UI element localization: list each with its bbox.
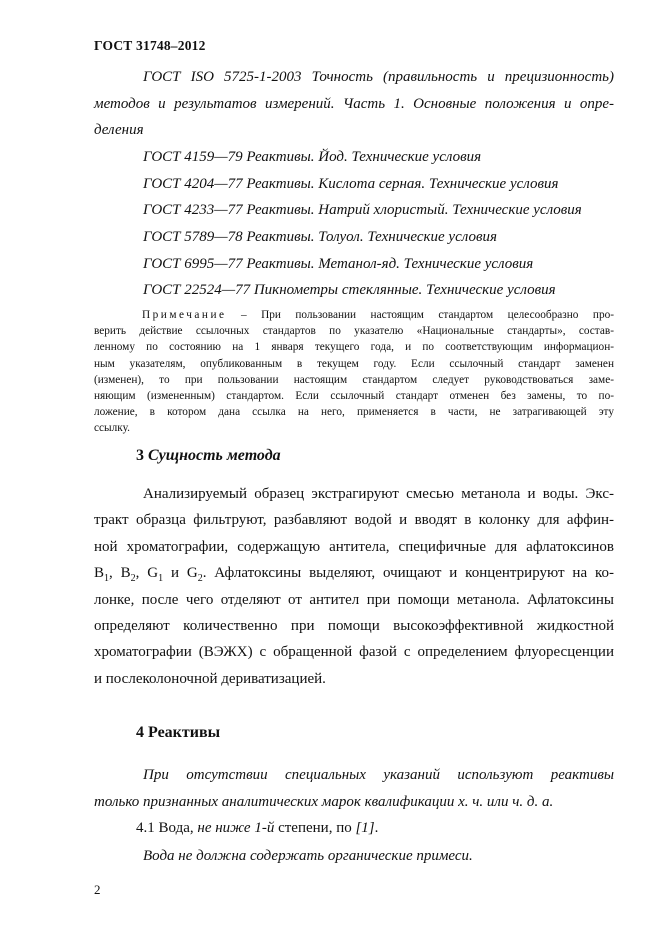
reference-item: ГОСТ 6995—77 Реактивы. Метанол-яд. Технические условия (143, 256, 534, 272)
water-note: Вода не должна содержать органические примеси. (143, 848, 473, 864)
reference-item: ГОСТ 4233—77 Реактивы. Натрий хлористый. Технические условия (143, 202, 582, 218)
reference-item: ГОСТ 4159—79 Реактивы. Йод. Технические условия (143, 149, 482, 165)
section-4-intro-line-1: При отсутствии специальных указаний используют реактивы (143, 767, 614, 783)
note-line: ленному по состоянию на 1 января текущего года, и по соответствующим информацион- (94, 341, 614, 354)
note-block (94, 307, 614, 437)
document-header: ГОСТ 31748–2012 (94, 38, 206, 53)
note-label: Примечание (142, 309, 227, 321)
note-first-line-text: – При пользовании настоящим стандартом целесообразно про- (226, 309, 614, 321)
note-line: ным указателям, опубликованным в текущем году. Если ссылочный стандарт заменен (94, 357, 614, 370)
section-4-number: 4 (136, 724, 144, 741)
section-3-number: 3 (136, 447, 144, 464)
page-number: 2 (94, 882, 101, 897)
section-3-line: Анализируемый образец экстрагируют смесью метанола и воды. Экс- (143, 486, 614, 502)
iso-reference-line-2: методов и результатов измерений. Часть 1. Основные положения и опре- (94, 96, 614, 112)
section-3-line: тракт образца фильтруют, разбавляют водой и вводят в колонку для аффин- (94, 512, 614, 528)
note-line: няющим (измененным) стандартом. Если ссылочный стандарт отменен без замены, то по- (94, 390, 614, 403)
section-3-line-aflatoxins: $B_1$, $B_2$, $G_1$ и $G_2$. Афлатоксины выделяют, очищают и концентрируют на ко- (94, 565, 614, 584)
note-line: верить действие ссылочных стандартов по указателю «Национальные стандарты», состав- (94, 325, 614, 338)
reference-item: ГОСТ 4204—77 Реактивы. Кислота серная. Технические условия (143, 176, 559, 192)
note-line: (изменен), то при пользовании настоящим стандартом следует руководствоваться заме- (94, 373, 614, 386)
reference-item: ГОСТ 22524—77 Пикнометры стеклянные. Технические условия (143, 282, 556, 298)
section-3-line: определяют количественно при помощи высокоэффективной жидкостной (94, 618, 614, 634)
note-last-line: ссылку. (94, 422, 130, 435)
section-3-line: лонке, после чего отделяют от антител при помощи метанола. Афлатоксины (94, 592, 614, 608)
note-line: ложение, в котором дана ссылка на него, применяется в части, не затрагивающей эту (94, 406, 614, 419)
section-3-line: хроматографии (ВЭЖХ) с обращенной фазой с определением флуоресценции (94, 644, 614, 660)
section-4-title: Реактивы (148, 724, 221, 741)
reference-item: ГОСТ 5789—78 Реактивы. Толуол. Технические условия (143, 229, 497, 245)
section-4-intro-line-2: только признанных аналитических марок квалификации х. ч. или ч. д. а. (94, 794, 554, 810)
section-3-line: ной хроматографии, содержащую антитела, специфичные для афлатоксинов (94, 539, 614, 555)
section-3-title: Сущность метода (148, 447, 281, 464)
item-4-1: 4.1 Вода, не ниже 1-й степени, по [1]. (136, 820, 379, 836)
section-4-heading (136, 724, 220, 742)
iso-reference-line-1: ГОСТ ISO 5725-1-2003 Точность (правильность и прецизионность) (143, 69, 614, 85)
section-3-heading (136, 447, 281, 465)
iso-reference-line-3: деления (94, 122, 144, 138)
note-first-line (94, 307, 614, 323)
section-3-last-line: и послеколоночной дериватизацией. (94, 671, 326, 687)
citation-link: [1] (355, 820, 375, 836)
